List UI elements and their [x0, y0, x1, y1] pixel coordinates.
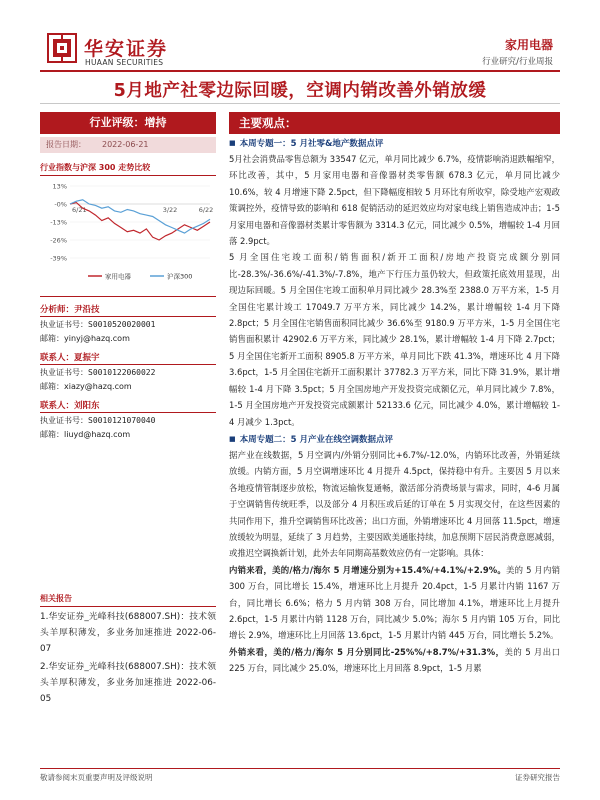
- contact-email: 邮箱：liuyd@hazq.com: [40, 430, 131, 439]
- paragraph: 5月社会消费品零售总额为 33547 亿元，单月同比减少 6.7%，疫情影响消退跌幅缩窄，环比改善，其中，5 月家用电器和音像器材类零售额 678.3 亿元，单月同比减少 10.6%，较 4 月增速下降 2.5pct，但下降幅度相较 5 月环比有所收窄，除受地产宏观政策调控外，疫情导致的影响和 618 促销活动的延迟效应均对家电线上销售造成冲击；1-5 月家用电器和音像器材类累计零售额为 3314.3 亿元，同比减少 0.5%，增幅较 1-4 月回落 2.9pct。: [229, 154, 560, 247]
- report-date-label: 报告日期：: [46, 140, 86, 149]
- header-divider: [40, 70, 560, 72]
- brand-logo-icon: [47, 33, 77, 63]
- performance-chart: [40, 178, 216, 288]
- paragraph: 外销来看，美的/格力/海尔 5 月分别同比-25%%/+8.7%/+31.3%，美的 5 月出口 225 万台，同比减少 25.0%，增速环比上月回落 8.9pct，1-5 月累: [229, 646, 561, 674]
- footer-disclaimer: 敬请参阅末页重要声明及评级说明: [40, 773, 153, 782]
- industry-rating: 行业评级：增持: [40, 112, 216, 134]
- main-content: [229, 112, 560, 677]
- title-divider: [40, 103, 560, 104]
- chart-x-tick-label: 6/21: [72, 206, 87, 214]
- contact-name-row: 联系人：夏振宇: [40, 351, 216, 365]
- chart-y-tick-label: -0%: [54, 200, 67, 209]
- topic-heading: ■ 本周专题一：5 月社零&地产数据点评: [229, 137, 560, 151]
- contact-email: 邮箱：xiazy@hazq.com: [40, 382, 132, 391]
- footer-divider: [40, 768, 560, 769]
- chart-label-divider: [40, 175, 216, 176]
- brand-name: 华安证券: [84, 38, 169, 60]
- topic-heading: ■ 本周专题二：5 月产业在线空调数据点评: [229, 433, 560, 447]
- chart-y-tick-label: -39%: [50, 254, 67, 263]
- section-heading: 主要观点：: [229, 112, 560, 134]
- analyst-email: 邮箱：yinyj@hazq.com: [40, 334, 130, 343]
- paragraph-lead: 外销来看，美的/格力/海尔 5 月分别同比-25%%/+8.7%/+31.3%，: [229, 646, 505, 657]
- report-title: 5月地产社零边际回暖，空调内销改善外销放缓: [113, 81, 487, 101]
- analyst-divider: [40, 296, 216, 297]
- left-sidebar: [40, 112, 216, 441]
- chart-x-tick-label: 6/22: [198, 206, 214, 214]
- related-report-item[interactable]: 1.华安证券_光峰科技(688007.SH)：技术领头羊厚积薄发，多业务加速推进 2022-06-07: [40, 612, 216, 654]
- contact-cert: 执业证书号：S0010122060022: [40, 368, 156, 377]
- analyst-name-row: 分析师：尹沿技: [40, 303, 216, 317]
- chart-label: 行业指数与沪深 300 走势比较: [40, 163, 151, 172]
- chart-y-tick-label: -13%: [50, 218, 67, 227]
- paragraph: 5 月全国住宅竣工面积/销售面积/新开工面积/房地产投资完成额分别同比-28.3%/-36.6%/-41.3%/-7.8%，地产下行压力虽仍较大，但政策托底效用显现，出现边际回暖。5 月全国住宅竣工面积单月同比减少 28.3%至 2388.0 万平方米，1-5 月全国住宅累计竣工 17049.7 万平方米，同比减少 14.2%，累计增幅较 1-4 月下降 2.8pct；5 月全国住宅销售面积同比减少 36.6%至 9180.9 万平方米，1-5 月全国住宅销售面积累计 42902.6 万平方米，同比减少 28.1%，累计增幅较 1-4 月下降 2.7pct；5 月全国住宅新开工面积 8905.8 万平方米，单月同比下跌 41.3%，增速环比 4 月下降 3.6pct，1-5 月全国住宅新开工面积累计 37782.3 万平方米，同比下降 31.9%，累计增幅较 1-4 月下降 3.5pct；5 月全国房地产开发投资完成额亿元，单月同比减少 7.8%，1-5 月全国房地产开发投资完成额累计 52133.6 亿元，同比减少 4.0%，累计增幅较 1-4 月减少 1.3pct。: [229, 252, 560, 427]
- report-type: 行业研究/行业周报: [482, 57, 553, 67]
- chart-legend-label: 沪深300: [167, 272, 193, 281]
- related-report-item[interactable]: 2.华安证券_光峰科技(688007.SH)：技术领头羊厚积薄发，多业务加速推进 2022-06-05: [40, 662, 216, 704]
- paragraph: 据产业在线数据，5 月空调内/外销分别同比+6.7%/-12.0%，内销环比改善，外销延续放缓。内销方面，5 月空调增速环比 4 月提升 4.5pct，保持稳中有升。主要因 5 月以来各地疫情管制逐步放松，物流运输恢复通畅，激活部分消费场景与需求，同时，4-6 月属于空调销售传统旺季，以及部分 4 月积压或后延的订单在 5 月实现交付，在这些因素的共同作用下，推升空调销售环比改善；出口方面，外销增速环比 4 月回落 11.5pct，增速放缓较为明显，延续了 3 月趋势，主要因欧美通胀持续，加息预期下居民消费意愿减弱，或推迟空调换新计划，此外去年同期高基数效应仍有一定影响。具体：: [229, 449, 560, 559]
- paragraph: 内销来看，美的/格力/海尔 5 月增速分别为+15.4%/+4.1%/+2.9%。美的 5 月内销 300 万台，同比增长 15.4%，增速环比上月提升 20.4pct，1-5 月累计内销 1167 万台，同比增长 6.6%；格力 5 月内销 308 万台，同比增加 4.1%，增速环比上月提升 2.6pct，1-5 月累计内销 1128 万台，同比减少 5.0%；海尔 5 月内销 105 万台，同比增长 2.9%，增速环比上月回落 13.6pct，1-5 月累计内销 445 万台，同比增长 5.2%。: [229, 564, 560, 641]
- industry-category: 家用电器: [504, 38, 553, 52]
- brand-name-en: HUAAN SECURITIES: [85, 58, 164, 67]
- chart-y-tick-label: 13%: [52, 182, 67, 191]
- chart-series-line: [70, 200, 210, 233]
- contact-name-row: 联系人：刘阳东: [40, 399, 216, 413]
- analyst-info: [40, 303, 216, 441]
- related-reports-label: 相关报告: [40, 594, 72, 603]
- contact-cert: 执业证书号：S0010121070040: [40, 416, 156, 425]
- footer-label: 证券研究报告: [515, 773, 560, 782]
- report-date-value: 2022-06-21: [102, 140, 149, 149]
- report-date: [40, 137, 216, 153]
- related-divider: [40, 606, 216, 607]
- analyst-cert: 执业证书号：S0010520020001: [40, 320, 156, 329]
- chart-y-tick-label: -26%: [50, 236, 67, 245]
- chart-series-line: [70, 203, 210, 240]
- paragraph-lead: 内销来看，美的/格力/海尔 5 月增速分别为+15.4%/+4.1%/+2.9%。: [229, 564, 506, 575]
- chart-x-tick-label: 3/22: [162, 206, 178, 214]
- chart-legend-label: 家用电器: [105, 272, 131, 281]
- related-reports: [40, 593, 216, 707]
